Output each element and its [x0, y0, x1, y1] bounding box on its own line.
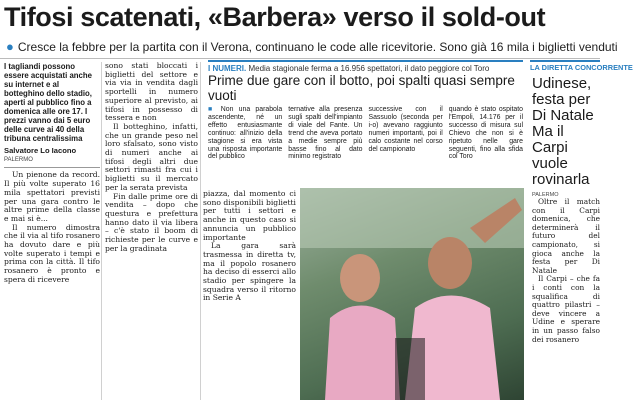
kicker-label: I NUMERI. [208, 64, 247, 73]
numbers-text: Non una parabola ascendente, né un effetto entusiasmante continuo: all'inizio della stagione si era vista una risposta importante del pubblico [208, 106, 283, 161]
dateline: PALERMO [4, 156, 33, 163]
numbers-col [208, 106, 282, 178]
paragraph: Il Carpi – che fa i conti con la squalifica di quattro pilastri – deve vincere a Udine e sperare in un passo falso dei rosanero [532, 274, 600, 344]
dateline: PALERMO [532, 192, 559, 198]
paragraph: Un pienone da record. Il più volte superato 16 mila spettatori previsti per una gara contro le altre prime della classe e mai si è... [4, 170, 100, 223]
numbers-columns [208, 106, 523, 178]
paragraph: Fin dalle prime ore di vendita – dopo che questura e prefettura hanno dato il via libera – c'è stato il boom di richieste per le curve e per la gradinata [105, 191, 198, 253]
paragraph: Il numero dimostra che il via al tifo rosanero ha dovuto dare e più volte superato i tempi e prima con la città. Il tifo rosanero è pronto e spera di ricevere [4, 222, 100, 284]
players-photo [300, 188, 524, 400]
paragraph: La gara sarà trasmessa in diretta tv, ma il popolo rosanero ha deciso di esserci allo stadio per spingere la squadra verso il ritorno in Serie A [203, 241, 296, 303]
subheadline [6, 38, 618, 56]
paragraph: sono stati bloccati i biglietti del settore e via via in vendita dagli sportelli in numero superiore al previsto, ai tifosi in possesso di tessera e non [105, 61, 198, 123]
top-rule [0, 58, 600, 59]
right-column [528, 60, 633, 400]
kicker-text: Media stagionale ferma a 16.956 spettatori, il dato peggiore col Toro [248, 64, 490, 73]
headline: Tifosi scatenati, «Barbera» verso il sold-out [4, 2, 546, 32]
column-2 [105, 62, 198, 400]
numbers-col: successive con il Sassuolo (seconda per i-o) avevano raggiunto numeri importanti, poi il calo costante nel corso del campionato [368, 106, 443, 153]
divider [4, 167, 100, 168]
intro-summary: I tagliandi possono essere acquistati anche su internet e al botteghino dello stadio, aperti al pubblico fino a domenica alle ore 17. I prezzi vanno dai 5 euro delle curve ai 40 della tribuna centralissima [4, 62, 92, 143]
right-body [532, 198, 600, 344]
numbers-col: quando è stato ospitato l'Empoli, 14.176 per il successo di misura sul Chievo che non si è ripetuto nelle gare seguenti, fino alla sfida col Toro [448, 106, 523, 161]
bullet-icon: ● [6, 39, 14, 54]
paragraph: piazza, dal momento ci sono disponibili biglietti per tutti i settori e anche in questo caso si annuncia un pubblico importante [203, 189, 296, 242]
section-tag: LA DIRETTA CONCORRENTE [530, 60, 600, 72]
numbers-sidebar [208, 60, 523, 186]
right-headline: Udinese, festa per Di Natale Ma il Carpi vuole rovinarla [532, 75, 594, 188]
column-divider [101, 62, 102, 400]
square-bullet-icon: ■ [208, 106, 216, 113]
subhead-text: Cresce la febbre per la partita con il Verona, continuano le code alle ricevitorie. Sono già 16 mila i biglietti venduti [17, 40, 618, 54]
column-3 [203, 190, 296, 400]
author-name: Salvatore Lo Iacono [4, 146, 77, 155]
paragraph: Il botteghino, infatti, che un grande peso nel loro sfalsato, sono visto di numeri anche ai tifosi degli altri due settori rimasti fra cui i biglietti su il mercato per la serata prevista [105, 121, 198, 192]
numbers-headline: Prime due gare con il botto, poi spalti quasi sempre vuoti [208, 73, 515, 103]
paragraph: Oltre il match con il Carpi domenica, che determinerà il futuro del campionato, si gioca anche la festa per Di Natale [532, 197, 600, 275]
column-divider [200, 62, 201, 400]
photo-illustration [300, 188, 524, 400]
column-1 [4, 62, 100, 400]
numbers-col: ternative alla presenza sugli spalti dell'impianto di viale del Fante. Un trend che aveva portato a medie sempre più basse fino al dato minimo registrato [288, 106, 363, 161]
